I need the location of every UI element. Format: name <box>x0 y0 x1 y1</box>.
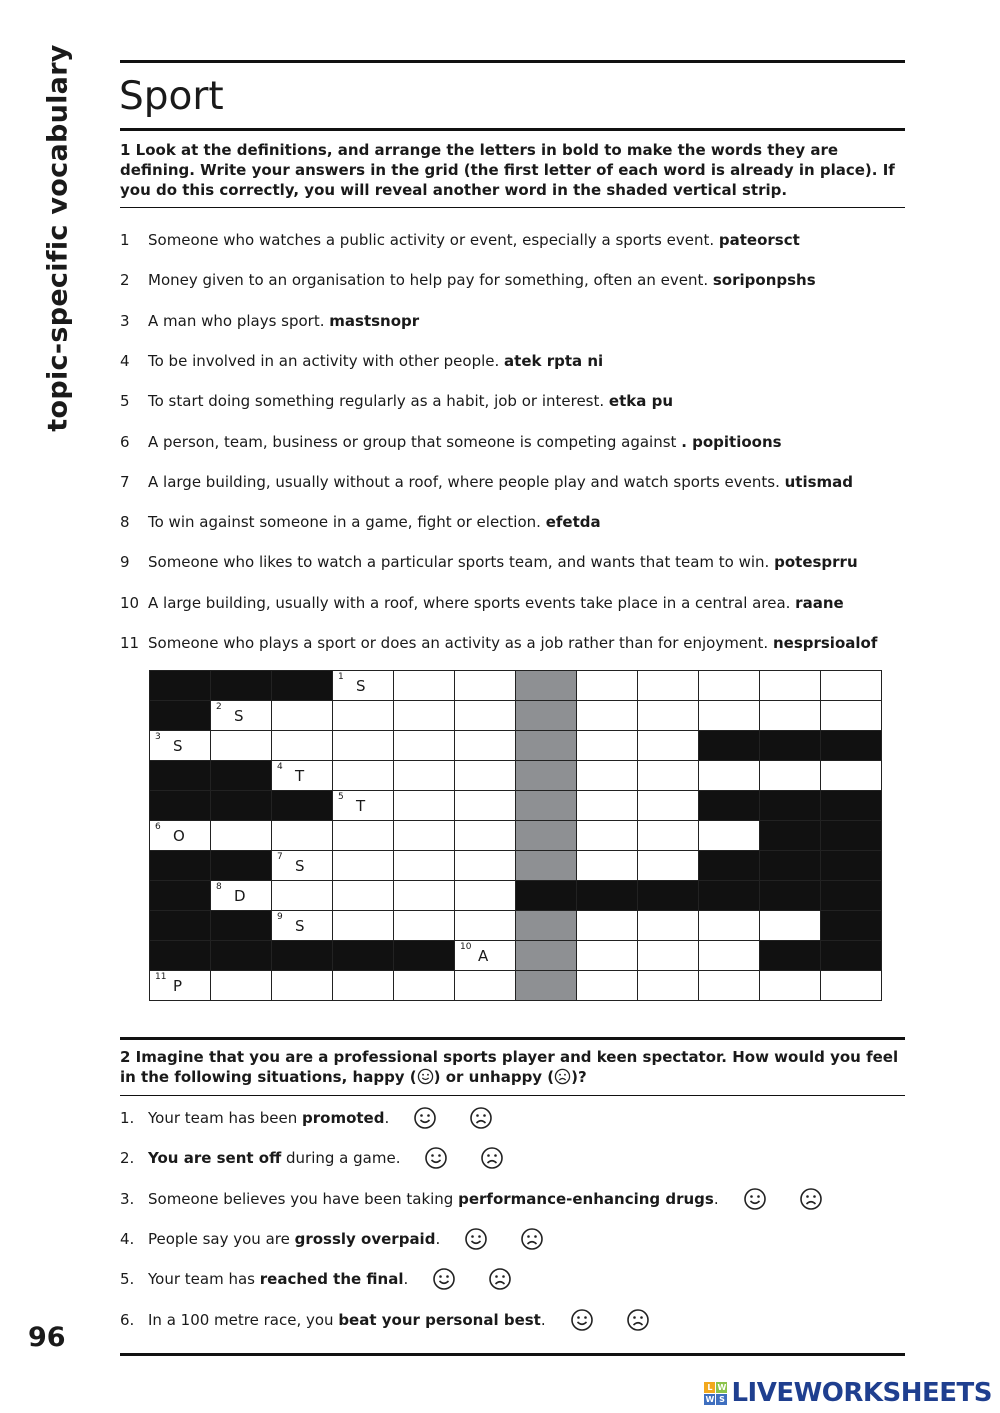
answer-cell[interactable] <box>577 761 638 791</box>
blocked-cell <box>211 671 272 701</box>
crossword-row <box>150 821 882 851</box>
definition-item <box>120 392 673 410</box>
crossword-row <box>150 971 882 1001</box>
blocked-cell <box>211 851 272 881</box>
logo-tile: W <box>717 1382 727 1392</box>
anagram-letters: nesprsioalof <box>772 634 878 652</box>
blocked-cell <box>150 671 211 701</box>
instruction-rule <box>120 207 905 208</box>
clue-number: 6 <box>155 822 161 832</box>
definition-number: 2 <box>120 271 130 290</box>
crossword-row <box>150 671 882 701</box>
answer-cell[interactable] <box>577 701 638 731</box>
situation-number: 1. <box>120 1109 135 1127</box>
logo-tile: W <box>705 1394 715 1404</box>
situation-number: 2. <box>120 1149 135 1168</box>
answer-cell[interactable] <box>577 941 638 971</box>
answer-cell[interactable] <box>211 971 272 1001</box>
logo-tile: L <box>704 1382 715 1393</box>
blocked-cell <box>272 941 333 971</box>
answer-cell[interactable] <box>455 761 516 791</box>
answer-cell[interactable] <box>333 761 394 791</box>
blocked-cell <box>760 731 821 761</box>
answer-cell[interactable] <box>394 791 455 821</box>
definition-number: 11 <box>120 634 140 652</box>
situation-key-phrase: grossly overpaid <box>294 1229 436 1248</box>
answer-cell[interactable] <box>455 881 516 911</box>
clue-start-cell <box>333 791 394 821</box>
given-letter: S <box>356 677 366 695</box>
exercise2-instruction: 2 Imagine that you are a professional sports player and keen spectator. How would you feel in the following situations, happy ( ) or unhappy ( )? <box>120 1048 899 1086</box>
answer-cell[interactable] <box>638 971 699 1001</box>
clue-start-cell <box>150 731 211 761</box>
blocked-cell <box>760 941 821 971</box>
situation-key-phrase: reached the final <box>259 1270 404 1289</box>
answer-cell[interactable] <box>821 761 882 791</box>
answer-cell[interactable] <box>272 731 333 761</box>
sad-face-icon[interactable] <box>469 1106 493 1130</box>
situation-number: 5. <box>120 1270 135 1289</box>
given-letter: S <box>173 737 183 755</box>
blocked-cell <box>821 941 882 971</box>
definition-item <box>120 594 844 612</box>
blocked-cell <box>821 821 882 851</box>
answer-cell[interactable] <box>577 791 638 821</box>
blocked-cell <box>821 731 882 761</box>
blocked-cell <box>150 791 211 821</box>
definition-item <box>120 271 816 289</box>
exercise2-rule <box>120 1037 905 1040</box>
answer-cell[interactable] <box>638 761 699 791</box>
answer-cell[interactable] <box>577 911 638 941</box>
blocked-cell <box>760 791 821 821</box>
answer-cell[interactable] <box>455 971 516 1001</box>
situation-text-end: . <box>540 1310 546 1329</box>
answer-cell[interactable] <box>394 701 455 731</box>
definition-text: Someone who watches a public activity or event, especially a sports event. <box>148 231 719 249</box>
anagram-letters: pateorsct <box>718 231 800 249</box>
answer-cell[interactable] <box>394 971 455 1001</box>
definition-number: 1 <box>120 231 130 249</box>
happy-face-icon[interactable] <box>424 1146 448 1170</box>
answer-cell[interactable] <box>699 671 760 701</box>
title-rule <box>120 128 905 131</box>
page-number: 96 <box>28 1322 66 1353</box>
answer-cell[interactable] <box>211 731 272 761</box>
clue-number: 5 <box>338 792 344 802</box>
situation-number: 3. <box>120 1189 135 1208</box>
clue-start-cell <box>272 761 333 791</box>
given-letter: S <box>295 917 305 935</box>
shaded-answer-cell[interactable] <box>516 761 577 791</box>
shaded-answer-cell[interactable] <box>516 911 577 941</box>
situation-text: Your team has <box>148 1270 260 1289</box>
blocked-cell <box>760 881 821 911</box>
answer-cell[interactable] <box>699 761 760 791</box>
given-letter: A <box>478 947 489 965</box>
clue-start-cell <box>211 701 272 731</box>
answer-cell[interactable] <box>577 821 638 851</box>
given-letter: T <box>356 797 366 815</box>
definition-number: 4 <box>120 351 130 370</box>
clue-number: 2 <box>216 702 222 712</box>
sad-face-icon <box>554 1068 571 1086</box>
answer-cell[interactable] <box>272 821 333 851</box>
situation-key-phrase: beat your personal best <box>338 1310 541 1329</box>
crossword-row <box>150 761 882 791</box>
situation-text-end: . <box>403 1270 409 1289</box>
answer-cell[interactable] <box>394 671 455 701</box>
definition-number: 10 <box>120 593 140 612</box>
blocked-cell <box>638 881 699 911</box>
blocked-cell <box>150 761 211 791</box>
situation-text: People say you are <box>148 1229 295 1248</box>
blocked-cell <box>211 761 272 791</box>
situation-text-end: . <box>713 1189 719 1208</box>
shaded-answer-cell[interactable] <box>516 821 577 851</box>
crossword-row <box>150 701 882 731</box>
happy-face-icon[interactable] <box>464 1227 488 1251</box>
answer-cell[interactable] <box>333 911 394 941</box>
definition-item <box>120 231 800 249</box>
answer-cell[interactable] <box>333 971 394 1001</box>
answer-cell[interactable] <box>638 851 699 881</box>
answer-cell[interactable] <box>638 821 699 851</box>
anagram-letters: soriponpshs <box>712 271 816 290</box>
definition-number: 7 <box>120 472 130 491</box>
situation-item <box>120 1109 389 1127</box>
crossword-row <box>150 731 882 761</box>
clue-number: 10 <box>460 942 472 952</box>
answer-cell[interactable] <box>760 701 821 731</box>
situation-key-phrase: You are sent off <box>148 1149 282 1168</box>
blocked-cell <box>821 851 882 881</box>
exercise1-instruction: 1 Look at the definitions, and arrange the letters in bold to make the words they are defining. Write your answers in the grid (the first letter of each word is already in place). If you do this correctly, you will reveal another word in the shaded vertical strip. <box>120 141 895 199</box>
definition-text: To start doing something regularly as a habit, job or interest. <box>148 392 609 411</box>
answer-cell[interactable] <box>394 911 455 941</box>
definition-text: A large building, usually with a roof, where sports events take place in a central area. <box>148 593 796 612</box>
blocked-cell <box>699 791 760 821</box>
anagram-letters: raane <box>795 593 844 612</box>
given-letter: S <box>234 707 244 725</box>
definition-text: A man who plays sport. <box>148 311 330 330</box>
blocked-cell <box>577 881 638 911</box>
blocked-cell <box>150 851 211 881</box>
answer-cell[interactable] <box>638 731 699 761</box>
answer-cell[interactable] <box>455 731 516 761</box>
blocked-cell <box>150 911 211 941</box>
definition-text: Someone who plays a sport or does an activity as a job rather than for enjoyment. <box>148 634 773 652</box>
page-title: Sport <box>119 74 224 119</box>
blocked-cell <box>760 821 821 851</box>
given-letter: S <box>295 857 305 875</box>
blocked-cell <box>821 791 882 821</box>
clue-number: 8 <box>216 882 222 892</box>
answer-cell[interactable] <box>455 851 516 881</box>
answer-cell[interactable] <box>821 971 882 1001</box>
definition-text: A large building, usually without a roof, where people play and watch sports events. <box>148 472 785 491</box>
answer-cell[interactable] <box>333 701 394 731</box>
answer-cell[interactable] <box>455 701 516 731</box>
blocked-cell <box>150 941 211 971</box>
definition-number: 5 <box>120 392 130 411</box>
answer-cell[interactable] <box>699 941 760 971</box>
answer-cell[interactable] <box>333 851 394 881</box>
given-letter: T <box>295 767 305 785</box>
anagram-letters: mastsnopr <box>329 311 420 330</box>
definition-item <box>120 634 877 652</box>
shaded-answer-cell[interactable] <box>516 671 577 701</box>
situation-number: 4. <box>120 1229 135 1248</box>
blocked-cell <box>699 851 760 881</box>
answer-cell[interactable] <box>577 671 638 701</box>
answer-cell[interactable] <box>333 821 394 851</box>
blocked-cell <box>150 701 211 731</box>
answer-cell[interactable] <box>760 911 821 941</box>
situation-item <box>120 1270 408 1288</box>
logo-tile: S <box>716 1394 727 1405</box>
clue-start-cell <box>272 851 333 881</box>
anagram-letters: atek rpta ni <box>504 351 604 370</box>
anagram-letters: . popitioons <box>681 432 782 451</box>
answer-cell[interactable] <box>211 821 272 851</box>
blocked-cell <box>150 881 211 911</box>
situation-text: In a 100 metre race, you <box>148 1310 339 1329</box>
answer-cell[interactable] <box>638 911 699 941</box>
answer-cell[interactable] <box>577 851 638 881</box>
definition-item <box>120 433 782 451</box>
answer-cell[interactable] <box>455 821 516 851</box>
given-letter: O <box>173 827 185 845</box>
answer-cell[interactable] <box>638 941 699 971</box>
sad-face-icon[interactable] <box>520 1227 544 1251</box>
definition-number: 3 <box>120 311 130 330</box>
answer-cell[interactable] <box>394 851 455 881</box>
definition-number: 9 <box>120 553 130 572</box>
situation-text-end: during a game. <box>281 1149 401 1168</box>
clue-number: 1 <box>338 672 344 682</box>
answer-cell[interactable] <box>272 971 333 1001</box>
clue-number: 7 <box>277 852 283 862</box>
crossword-grid <box>149 670 882 1001</box>
top-rule <box>120 60 905 63</box>
happy-face-icon[interactable] <box>432 1267 456 1291</box>
situation-number: 6. <box>120 1310 135 1329</box>
shaded-answer-cell[interactable] <box>516 971 577 1001</box>
definition-text: To be involved in an activity with other people. <box>148 351 505 370</box>
answer-cell[interactable] <box>638 791 699 821</box>
situation-key-phrase: performance-enhancing drugs <box>458 1189 714 1208</box>
definition-number: 6 <box>120 432 130 451</box>
blocked-cell <box>211 941 272 971</box>
answer-cell[interactable] <box>699 701 760 731</box>
sad-face-icon[interactable] <box>799 1187 823 1211</box>
definition-item <box>120 513 601 531</box>
definition-item <box>120 312 419 330</box>
sad-face-icon[interactable] <box>488 1267 512 1291</box>
clue-number: 4 <box>277 762 283 772</box>
definition-text: Someone who likes to watch a particular sports team, and wants that team to win. <box>148 553 775 572</box>
crossword-row <box>150 791 882 821</box>
blocked-cell <box>760 851 821 881</box>
blocked-cell <box>699 881 760 911</box>
definition-text: Money given to an organisation to help pay for something, often an event. <box>148 271 713 290</box>
clue-start-cell <box>333 671 394 701</box>
situation-key-phrase: promoted <box>302 1109 385 1127</box>
situation-text-end: . <box>435 1229 441 1248</box>
bottom-rule <box>120 1353 905 1356</box>
crossword-row <box>150 941 882 971</box>
blocked-cell <box>272 671 333 701</box>
blocked-cell <box>699 731 760 761</box>
answer-cell[interactable] <box>760 761 821 791</box>
liveworksheets-mark-icon <box>704 1382 727 1405</box>
answer-cell[interactable] <box>455 671 516 701</box>
anagram-letters: etka pu <box>608 392 674 411</box>
situation-item <box>120 1311 546 1329</box>
answer-cell[interactable] <box>272 701 333 731</box>
definition-text: A person, team, business or group that someone is competing against <box>148 432 682 451</box>
shaded-answer-cell[interactable] <box>516 941 577 971</box>
answer-cell[interactable] <box>455 911 516 941</box>
clue-number: 11 <box>155 972 167 982</box>
brand-name: LIVEWORKSHEETS <box>731 1378 992 1408</box>
shaded-answer-cell[interactable] <box>516 731 577 761</box>
instruction2-rule <box>120 1095 905 1096</box>
answer-cell[interactable] <box>333 881 394 911</box>
shaded-answer-cell[interactable] <box>516 791 577 821</box>
answer-cell[interactable] <box>455 791 516 821</box>
answer-cell[interactable] <box>821 671 882 701</box>
definition-item <box>120 352 603 370</box>
definition-item <box>120 553 858 571</box>
anagram-letters: potesprru <box>774 553 858 572</box>
crossword-row <box>150 911 882 941</box>
sad-face-icon[interactable] <box>626 1308 650 1332</box>
answer-cell[interactable] <box>577 731 638 761</box>
liveworksheets-logo <box>704 1378 992 1408</box>
vertical-section-title: topic-specific vocabulary <box>42 44 74 432</box>
blocked-cell <box>821 881 882 911</box>
situation-text-end: . <box>384 1109 390 1127</box>
situation-item <box>120 1149 400 1167</box>
answer-cell[interactable] <box>394 821 455 851</box>
answer-cell[interactable] <box>638 671 699 701</box>
answer-cell[interactable] <box>577 971 638 1001</box>
answer-cell[interactable] <box>760 971 821 1001</box>
given-letter: D <box>234 887 246 905</box>
sad-face-icon[interactable] <box>480 1146 504 1170</box>
situation-item <box>120 1230 440 1248</box>
situation-item <box>120 1190 719 1208</box>
definition-number: 8 <box>120 513 130 532</box>
blocked-cell <box>211 911 272 941</box>
blocked-cell <box>211 791 272 821</box>
definition-text: To win against someone in a game, fight or election. <box>148 513 546 532</box>
clue-start-cell <box>150 821 211 851</box>
situation-text: Your team has been <box>148 1109 303 1127</box>
blocked-cell <box>821 911 882 941</box>
clue-number: 9 <box>277 912 283 922</box>
answer-cell[interactable] <box>272 881 333 911</box>
happy-face-icon[interactable] <box>413 1106 437 1130</box>
situation-text: Someone believes you have been taking <box>148 1189 459 1208</box>
clue-start-cell <box>455 941 516 971</box>
anagram-letters: efetda <box>545 513 601 532</box>
answer-cell[interactable] <box>821 701 882 731</box>
blocked-cell <box>272 791 333 821</box>
answer-cell[interactable] <box>394 731 455 761</box>
clue-number: 3 <box>155 732 161 742</box>
answer-cell[interactable] <box>760 671 821 701</box>
happy-face-icon <box>417 1068 434 1086</box>
happy-face-icon[interactable] <box>743 1187 767 1211</box>
crossword-row <box>150 851 882 881</box>
answer-cell[interactable] <box>394 761 455 791</box>
blocked-cell <box>333 941 394 971</box>
answer-cell[interactable] <box>333 731 394 761</box>
shaded-answer-cell[interactable] <box>516 701 577 731</box>
given-letter: P <box>173 977 183 995</box>
answer-cell[interactable] <box>699 971 760 1001</box>
answer-cell[interactable] <box>699 911 760 941</box>
crossword-row <box>150 881 882 911</box>
clue-start-cell <box>150 971 211 1001</box>
shaded-answer-cell[interactable] <box>516 851 577 881</box>
clue-start-cell <box>272 911 333 941</box>
happy-face-icon[interactable] <box>570 1308 594 1332</box>
answer-cell[interactable] <box>699 821 760 851</box>
answer-cell[interactable] <box>638 701 699 731</box>
answer-cell[interactable] <box>394 881 455 911</box>
blocked-cell <box>516 881 577 911</box>
clue-start-cell <box>211 881 272 911</box>
definition-item <box>120 473 853 491</box>
blocked-cell <box>394 941 455 971</box>
anagram-letters: utismad <box>784 472 854 491</box>
